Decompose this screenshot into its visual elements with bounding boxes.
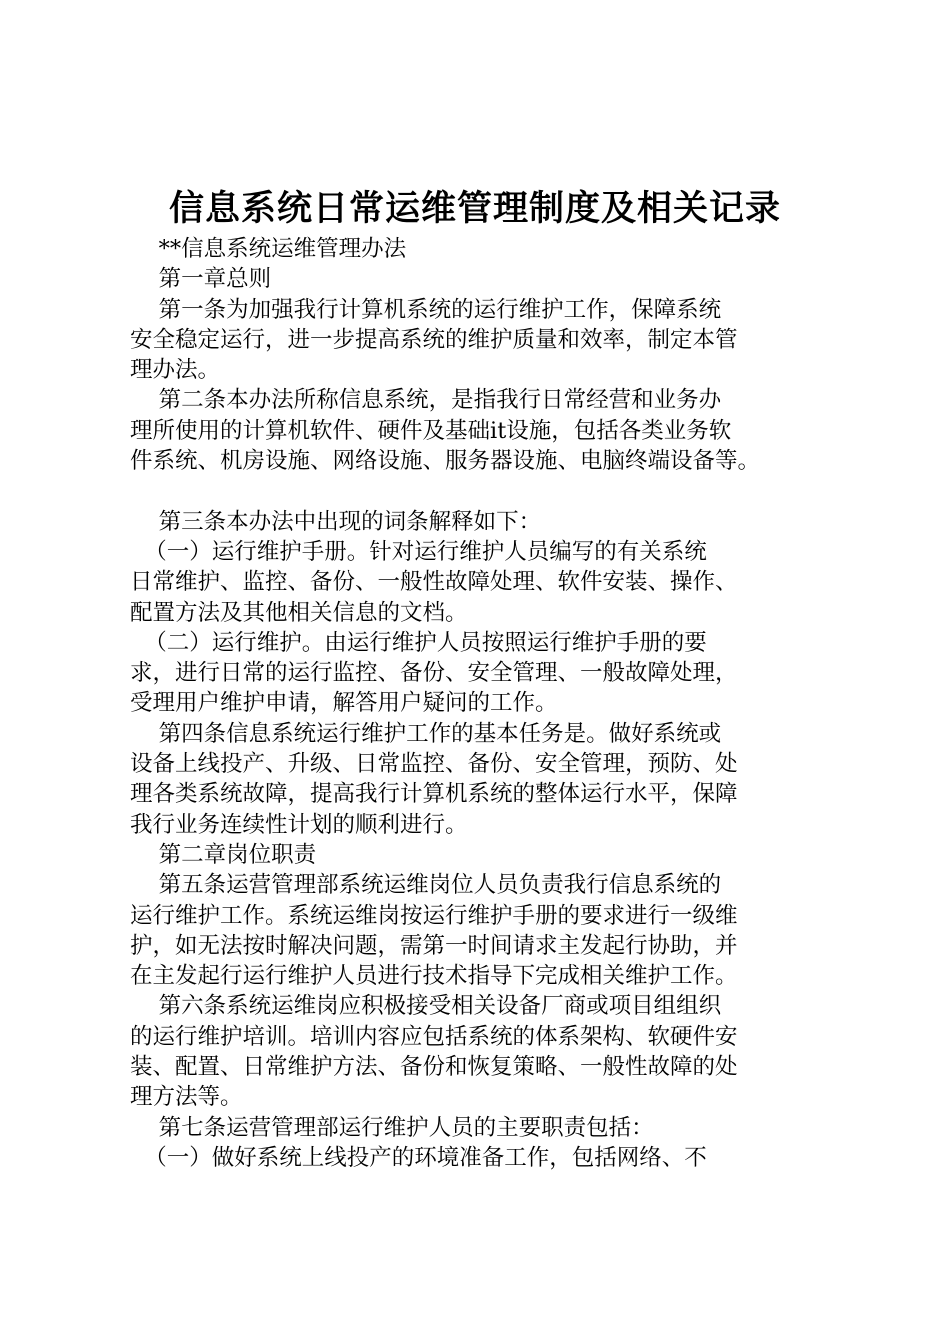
- text-line: 理方法等。: [130, 1084, 243, 1111]
- text-line: 理各类系统故障，提高我行计算机系统的整体运行水平，保障: [130, 781, 738, 808]
- text-line: 求，进行日常的运行监控、备份、安全管理、一般故障处理，: [130, 660, 738, 687]
- chapter-heading: 第一章总则: [130, 266, 272, 293]
- text-line: 理办法。: [130, 357, 221, 384]
- text-line: 件系统、机房设施、网络设施、服务器设施、电脑终端设备等。: [130, 448, 761, 475]
- text-line: 我行业务连续性计划的顺利进行。: [130, 811, 468, 838]
- text-line: （一）做好系统上线投产的环境准备工作，包括网络、不: [130, 1144, 707, 1171]
- document-title: 信息系统日常运维管理制度及相关记录: [168, 189, 781, 229]
- text-line: 在主发起行运行维护人员进行技术指导下完成相关维护工作。: [130, 963, 738, 990]
- blank-line: [130, 476, 830, 506]
- text-line: 的运行维护培训。培训内容应包括系统的体系架构、软硬件安: [130, 1023, 738, 1050]
- text-line: 第二条本办法所称信息系统，是指我行日常经营和业务办: [130, 387, 722, 414]
- text-line: 第三条本办法中出现的词条解释如下：: [130, 508, 542, 535]
- chapter-heading: 第二章岗位职责: [130, 841, 317, 868]
- text-line: 第四条信息系统运行维护工作的基本任务是。做好系统或: [130, 720, 722, 747]
- document-body: [130, 234, 830, 1173]
- text-line: 第一条为加强我行计算机系统的运行维护工作，保障系统: [130, 296, 722, 323]
- text-line: **信息系统运维管理办法: [130, 236, 407, 262]
- text-line: 设备上线投产、升级、日常监控、备份、安全管理，预防、处: [130, 751, 738, 778]
- text-line: 护，如无法按时解决问题，需第一时间请求主发起行协助，并: [130, 932, 738, 959]
- text-line: （二）运行维护。由运行维护人员按照运行维护手册的要: [130, 629, 707, 656]
- text-line: 配置方法及其他相关信息的文档。: [130, 599, 468, 626]
- text-line: 安全稳定运行，进一步提高系统的维护质量和效率，制定本管: [130, 326, 738, 353]
- text-line: 受理用户维护申请，解答用户疑问的工作。: [130, 690, 558, 717]
- text-line: 理所使用的计算机软件、硬件及基础it设施，包括各类业务软: [130, 417, 732, 444]
- text-line: 运行维护工作。系统运维岗按运行维护手册的要求进行一级维: [130, 902, 738, 929]
- text-line: 第六条系统运维岗应积极接受相关设备厂商或项目组组织: [130, 993, 722, 1020]
- text-line: 日常维护、监控、备份、一般性故障处理、软件安装、操作、: [130, 569, 738, 596]
- text-line: 第五条运营管理部系统运维岗位人员负责我行信息系统的: [130, 872, 722, 899]
- text-line: 装、配置、日常维护方法、备份和恢复策略、一般性故障的处: [130, 1054, 738, 1081]
- text-line: （一）运行维护手册。针对运行维护人员编写的有关系统: [130, 538, 707, 565]
- text-line: 第七条运营管理部运行维护人员的主要职责包括：: [130, 1114, 654, 1141]
